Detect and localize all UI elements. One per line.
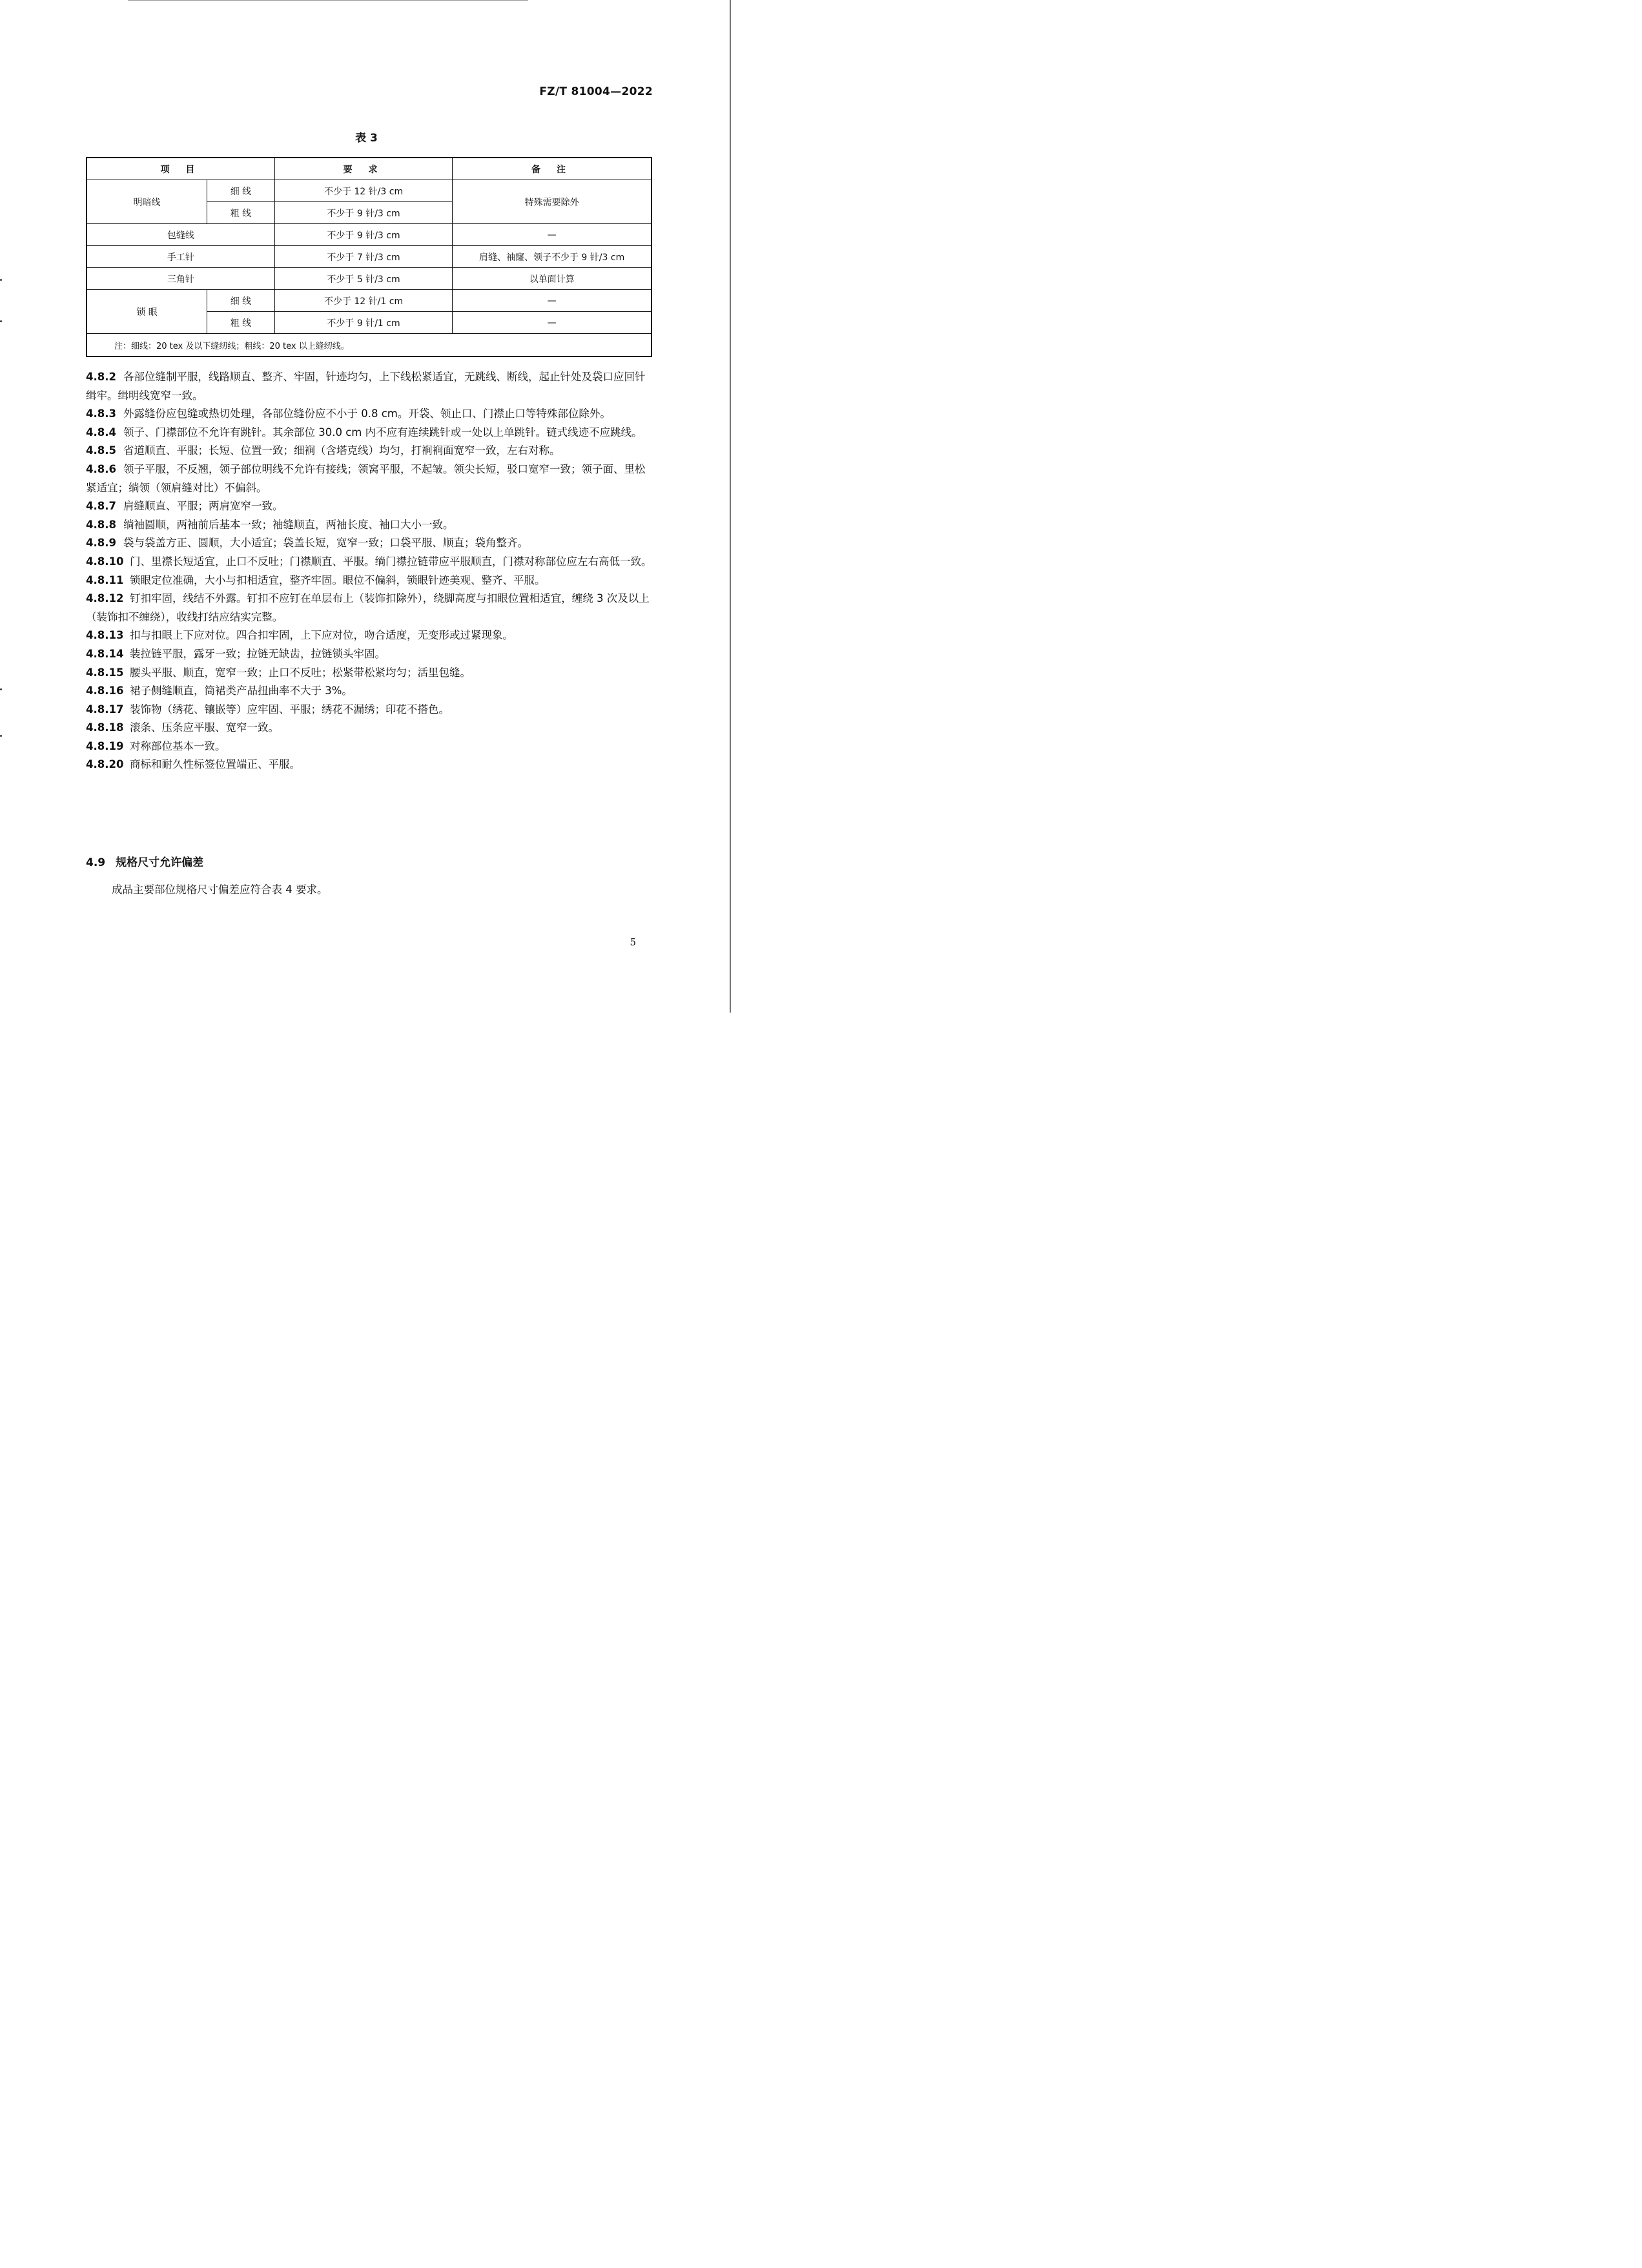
remark-cell: 特殊需要除外 xyxy=(453,180,652,224)
requirement-cell: 不少于 5 针/3 cm xyxy=(274,268,452,290)
row-label: 包缝线 xyxy=(87,224,274,246)
section-heading xyxy=(86,853,203,869)
clause-4-8-9 xyxy=(86,534,654,553)
remark-cell: — xyxy=(453,290,652,312)
section-body-text: 成品主要部位规格尺寸偏差应符合表 4 要求。 xyxy=(112,883,328,896)
clause-4-8-16 xyxy=(86,682,654,701)
sub-label: 粗 线 xyxy=(207,312,275,334)
table-row xyxy=(87,180,652,202)
clause-4-8-14 xyxy=(86,645,654,664)
clause-number: 4.8.5 xyxy=(86,444,116,457)
clause-4-8-4 xyxy=(86,424,654,442)
clause-number: 4.8.2 xyxy=(86,371,116,383)
requirement-cell: 不少于 7 针/3 cm xyxy=(274,246,452,268)
clause-4-8-8 xyxy=(86,516,654,535)
clause-number: 4.8.20 xyxy=(86,758,124,771)
clause-text: 腰头平服、顺直，宽窄一致；止口不反吐；松紧带松紧均匀；活里包缝。 xyxy=(130,666,471,679)
header-remark: 备 注 xyxy=(453,158,652,180)
page-number: 5 xyxy=(630,936,636,948)
table-header-row xyxy=(87,158,652,180)
table-note: 注：细线：20 tex 及以下缝纫线；粗线：20 tex 以上缝纫线。 xyxy=(87,334,652,357)
margin-mark xyxy=(0,735,2,737)
requirement-cell: 不少于 12 针/3 cm xyxy=(274,180,452,202)
header-item: 项 目 xyxy=(87,158,274,180)
clause-number: 4.8.10 xyxy=(86,555,124,568)
clause-number: 4.8.18 xyxy=(86,721,124,734)
margin-mark xyxy=(0,279,2,281)
clause-text: 装拉链平服，露牙一致；拉链无缺齿，拉链锁头牢固。 xyxy=(130,647,385,660)
remark-cell: 以单面计算 xyxy=(453,268,652,290)
clause-text: 裙子侧缝顺直，筒裙类产品扭曲率不大于 3%。 xyxy=(130,685,353,697)
clause-4-8-2 xyxy=(86,368,654,405)
clause-4-8-3 xyxy=(86,405,654,424)
clause-number: 4.8.12 xyxy=(86,592,124,605)
clause-number: 4.8.11 xyxy=(86,573,124,586)
table-note-row xyxy=(87,334,652,357)
clause-number: 4.8.14 xyxy=(86,647,124,660)
clause-4-8-12 xyxy=(86,590,654,626)
clause-number: 4.8.4 xyxy=(86,426,116,438)
clause-number: 4.8.17 xyxy=(86,703,124,716)
clause-4-8-7 xyxy=(86,497,654,516)
table-caption: 表 3 xyxy=(355,132,378,145)
remark-cell: — xyxy=(453,224,652,246)
clause-text: 袋与袋盖方正、圆顺，大小适宜；袋盖长短，宽窄一致；口袋平服、顺直；袋角整齐。 xyxy=(123,537,528,550)
clause-4-8-13 xyxy=(86,626,654,645)
clause-text: 外露缝份应包缝或热切处理，各部位缝份应不小于 0.8 cm。开袋、领止口、门襟止口等特殊部位除外。 xyxy=(123,407,611,420)
clause-number: 4.8.13 xyxy=(86,629,124,642)
clause-text: 商标和耐久性标签位置端正、平服。 xyxy=(130,758,300,771)
row-label: 明暗线 xyxy=(87,180,207,224)
right-scan-edge xyxy=(730,0,731,1013)
row-label: 锁 眼 xyxy=(87,290,207,334)
clause-text: 省道顺直、平服；长短、位置一致；细裥（含塔克线）均匀，打裥裥面宽窄一致，左右对称。 xyxy=(123,444,560,457)
clause-4-8-17 xyxy=(86,701,654,719)
requirement-cell: 不少于 9 针/1 cm xyxy=(274,312,452,334)
remark-cell: — xyxy=(453,312,652,334)
margin-mark xyxy=(0,688,2,690)
table-row xyxy=(87,224,652,246)
requirement-cell: 不少于 9 针/3 cm xyxy=(274,224,452,246)
standard-code: FZ/T 81004—2022 xyxy=(539,85,653,98)
row-label: 手工针 xyxy=(87,246,274,268)
clause-4-8-10 xyxy=(86,553,654,572)
requirement-cell: 不少于 9 针/3 cm xyxy=(274,202,452,224)
clause-number: 4.8.19 xyxy=(86,739,124,752)
clause-4-8-11 xyxy=(86,572,654,590)
sub-label: 细 线 xyxy=(207,180,275,202)
clause-text: 滚条、压条应平服、宽窄一致。 xyxy=(130,721,279,734)
clause-number: 4.8.16 xyxy=(86,685,124,697)
header-requirement: 要 求 xyxy=(274,158,452,180)
clause-text: 领子平服，不反翘，领子部位明线不允许有接线；领窝平服，不起皱。领尖长短，驳口宽窄一致；领子面、里松紧适宜；绱领（领肩缝对比）不偏斜。 xyxy=(86,462,646,494)
table-row xyxy=(87,290,652,312)
table-row xyxy=(87,268,652,290)
clause-4-8-18 xyxy=(86,719,654,737)
section-number: 4.9 xyxy=(86,856,106,869)
clause-number: 4.8.8 xyxy=(86,518,116,531)
clause-number: 4.8.6 xyxy=(86,462,116,475)
clause-4-8-15 xyxy=(86,664,654,683)
clause-4-8-20 xyxy=(86,756,654,774)
clause-text: 各部位缝制平服，线路顺直、整齐、牢固，针迹均匀，上下线松紧适宜，无跳线、断线，起止针处及袋口应回针缉牢。缉明线宽窄一致。 xyxy=(86,371,646,402)
section-title: 规格尺寸允许偏差 xyxy=(116,856,204,869)
margin-mark xyxy=(0,320,2,322)
clause-4-8-6 xyxy=(86,460,654,497)
clause-number: 4.8.9 xyxy=(86,537,116,550)
clause-4-8-5 xyxy=(86,442,654,460)
clause-number: 4.8.3 xyxy=(86,407,116,420)
remark-cell: 肩缝、袖窿、领子不少于 9 针/3 cm xyxy=(453,246,652,268)
clause-text: 领子、门襟部位不允许有跳针。其余部位 30.0 cm 内不应有连续跳针或一处以上单跳针。链式线迹不应跳线。 xyxy=(123,426,642,438)
clause-text: 锁眼定位准确，大小与扣相适宜，整齐牢固。眼位不偏斜，锁眼针迹美观、整齐、平服。 xyxy=(130,573,546,586)
clause-number: 4.8.7 xyxy=(86,500,116,513)
clause-number: 4.8.15 xyxy=(86,666,124,679)
sub-label: 粗 线 xyxy=(207,202,275,224)
clause-text: 绱袖圆顺，两袖前后基本一致；袖缝顺直，两袖长度、袖口大小一致。 xyxy=(123,518,454,531)
clause-text: 装饰物（绣花、镶嵌等）应牢固、平服；绣花不漏绣；印花不搭色。 xyxy=(130,703,449,716)
sub-label: 细 线 xyxy=(207,290,275,312)
table-row xyxy=(87,246,652,268)
row-label: 三角针 xyxy=(87,268,274,290)
top-scan-rule xyxy=(128,0,528,1)
requirement-cell: 不少于 12 针/1 cm xyxy=(274,290,452,312)
clause-text: 扣与扣眼上下应对位。四合扣牢固，上下应对位，吻合适度，无变形或过紧现象。 xyxy=(130,629,513,642)
clause-text: 对称部位基本一致。 xyxy=(130,739,226,752)
clause-text: 钉扣牢固，线结不外露。钉扣不应钉在单层布上（装饰扣除外），绕脚高度与扣眼位置相适宜，缠绕 3 次及以上（装饰扣不缠绕），收线打结应结实完整。 xyxy=(86,592,650,623)
clause-4-8-19 xyxy=(86,737,654,756)
clause-list xyxy=(86,368,654,774)
clause-text: 门、里襟长短适宜，止口不反吐；门襟顺直、平服。绱门襟拉链带应平服顺直，门襟对称部位应左右高低一致。 xyxy=(130,555,652,568)
clause-text: 肩缝顺直、平服；两肩宽窄一致。 xyxy=(123,500,283,513)
stitch-requirements-table xyxy=(86,157,652,357)
